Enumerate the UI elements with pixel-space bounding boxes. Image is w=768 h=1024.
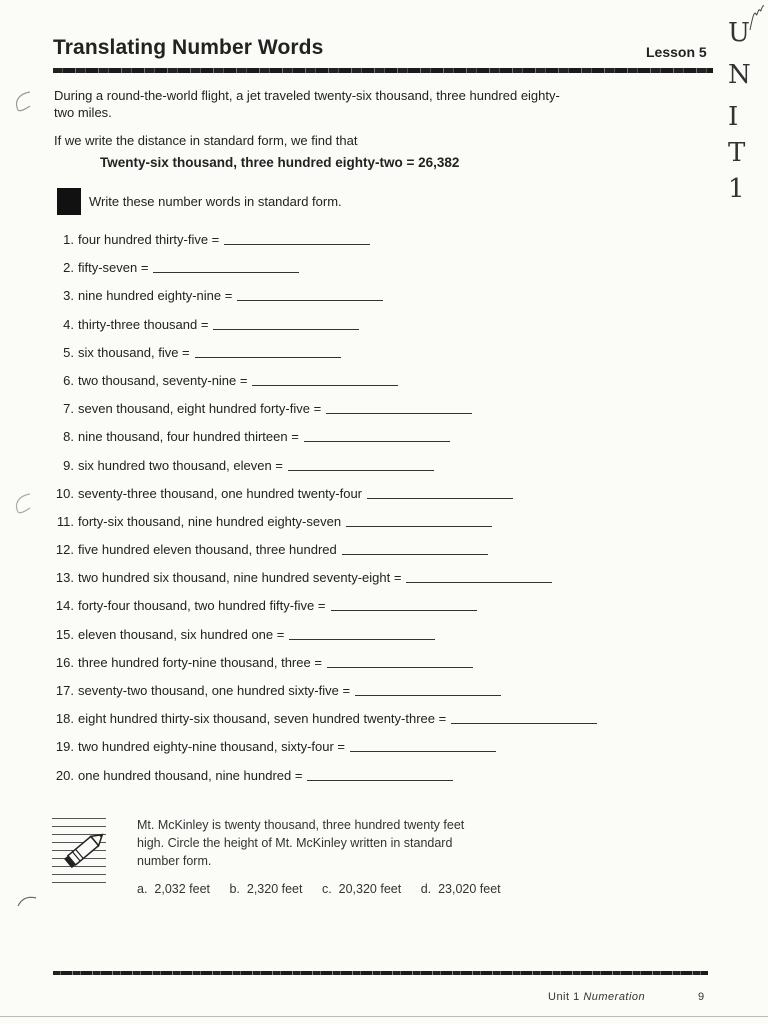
answer-blank[interactable] xyxy=(326,401,472,414)
choice-d[interactable] xyxy=(421,882,501,896)
exercise-text: seventy-three thousand, one hundred twenty-four xyxy=(78,485,363,501)
pencil-icon xyxy=(60,822,108,878)
exercise-number: 14. xyxy=(55,598,74,614)
margin-curl-icon xyxy=(10,88,34,118)
exercise-number: 4. xyxy=(63,316,74,332)
exercise-number: 6. xyxy=(63,372,74,388)
answer-blank[interactable] xyxy=(367,486,513,499)
answer-blank[interactable] xyxy=(288,458,434,471)
worked-example: Twenty-six thousand, three hundred eighty-two = 26,382 xyxy=(100,155,460,170)
instruction-text: Write these number words in standard form. xyxy=(89,194,342,209)
margin-curl-icon xyxy=(10,490,34,520)
side-letter: U xyxy=(728,18,750,48)
lesson-label: Lesson 5 xyxy=(646,44,707,60)
exercise-item xyxy=(52,429,597,457)
exercise-item xyxy=(52,260,597,288)
margin-curl-icon xyxy=(14,892,38,912)
exercise-number: 16. xyxy=(55,654,74,670)
exercise-item xyxy=(52,683,597,711)
exercise-item xyxy=(52,373,597,401)
choice-c[interactable] xyxy=(322,882,401,896)
exercise-number: 3. xyxy=(63,288,74,304)
exercise-item xyxy=(52,627,597,655)
side-letter: I xyxy=(728,102,739,132)
exercise-number: 17. xyxy=(55,683,74,698)
header-rule xyxy=(53,68,713,73)
choice-value: 2,032 feet xyxy=(154,882,210,896)
exercise-text: two hundred eighty-nine thousand, sixty-four = xyxy=(78,739,346,755)
mckinley-question: Mt. McKinley is twenty thousand, three hundred twenty feet high. Circle the height of Mt. McKinley written in standard number form. xyxy=(137,818,465,868)
choice-letter: c. xyxy=(321,882,332,896)
exercise-item xyxy=(52,739,597,767)
answer-blank[interactable] xyxy=(213,317,359,330)
side-letter: N xyxy=(728,60,751,90)
exercise-text: seven thousand, eight hundred forty-five = xyxy=(78,401,322,417)
intro-statement: If we write the distance in standard form, we find that xyxy=(54,133,358,148)
answer-blank[interactable] xyxy=(451,711,597,724)
exercise-text: six hundred two thousand, eleven = xyxy=(78,457,283,473)
exercise-text: nine hundred eighty-nine = xyxy=(78,288,233,304)
answer-blank[interactable] xyxy=(406,570,552,583)
exercise-item xyxy=(52,288,597,316)
choice-letter: d. xyxy=(420,882,432,896)
pencil-notepad-icon xyxy=(52,818,114,890)
exercise-text: fifty-seven = xyxy=(78,260,149,276)
exercise-text: seventy-two thousand, one hundred sixty-five = xyxy=(78,683,351,698)
choice-letter: b. xyxy=(229,882,240,896)
exercise-item xyxy=(52,486,597,514)
answer-blank[interactable] xyxy=(304,429,450,442)
answer-blank[interactable] xyxy=(346,514,492,527)
corner-scribble-icon xyxy=(748,0,768,40)
answer-blank[interactable] xyxy=(195,345,341,358)
exercise-text: two thousand, seventy-nine = xyxy=(78,372,248,388)
exercise-number: 1. xyxy=(63,232,74,247)
exercise-text: eight hundred thirty-six thousand, seven hundred twenty-three = xyxy=(78,711,447,727)
answer-blank[interactable] xyxy=(327,655,473,668)
choice-value: 23,020 feet xyxy=(438,882,501,896)
footer-unit xyxy=(548,991,645,1003)
exercise-number: 7. xyxy=(63,401,74,417)
answer-blank[interactable] xyxy=(331,598,477,611)
answer-choices xyxy=(137,882,517,896)
exercise-text: four hundred thirty-five = xyxy=(78,232,220,247)
side-letter: T xyxy=(728,138,746,168)
footer-rule xyxy=(53,971,708,975)
exercise-item xyxy=(52,542,597,570)
exercise-item xyxy=(52,711,597,739)
page-title: Translating Number Words xyxy=(53,36,324,59)
exercise-number: 18. xyxy=(55,711,74,727)
exercise-number: 15. xyxy=(55,626,74,642)
exercise-number: 13. xyxy=(55,570,74,586)
answer-blank[interactable] xyxy=(307,768,453,781)
exercise-item xyxy=(52,232,597,260)
footer-unit-label: Unit 1 xyxy=(548,991,580,1003)
answer-blank[interactable] xyxy=(342,542,488,555)
page-number: 9 xyxy=(698,991,705,1003)
exercise-text: thirty-three thousand = xyxy=(78,316,209,332)
exercise-text: six thousand, five = xyxy=(78,344,190,360)
answer-blank[interactable] xyxy=(355,683,501,696)
choice-value: 2,320 feet xyxy=(246,882,303,896)
exercise-text: two hundred six thousand, nine hundred seventy-eight = xyxy=(78,570,402,586)
exercise-text: five hundred eleven thousand, three hundred xyxy=(78,542,337,558)
exercise-text: eleven thousand, six hundred one = xyxy=(78,626,285,642)
scan-edge xyxy=(0,1016,768,1017)
exercise-number: 9. xyxy=(63,457,74,473)
exercise-text: three hundred forty-nine thousand, three = xyxy=(78,654,322,670)
exercise-item xyxy=(52,458,597,486)
exercise-number: 19. xyxy=(55,739,74,755)
exercise-item xyxy=(52,514,597,542)
instruction-square-icon xyxy=(57,188,81,215)
exercise-number: 5. xyxy=(63,344,74,360)
exercise-text: forty-six thousand, nine hundred eighty-seven xyxy=(78,513,342,529)
intro-paragraph: During a round-the-world flight, a jet traveled twenty-six thousand, three hundred eighty-two miles. xyxy=(54,88,560,120)
exercise-list xyxy=(52,232,597,796)
exercise-number: 2. xyxy=(63,260,74,276)
answer-blank[interactable] xyxy=(252,373,398,386)
exercise-number: 11. xyxy=(56,513,74,529)
exercise-number: 8. xyxy=(63,429,74,445)
choice-a[interactable] xyxy=(137,882,210,896)
exercise-number: 12. xyxy=(55,542,74,558)
exercise-item xyxy=(52,345,597,373)
exercise-text: one hundred thousand, nine hundred = xyxy=(78,767,303,783)
answer-blank[interactable] xyxy=(153,260,299,273)
choice-letter: a. xyxy=(137,882,148,896)
exercise-item xyxy=(52,570,597,598)
exercise-item xyxy=(52,768,597,796)
side-letter: 1 xyxy=(728,174,745,204)
exercise-text: forty-four thousand, two hundred fifty-five = xyxy=(78,598,326,614)
footer-section: Numeration xyxy=(583,991,646,1003)
exercise-number: 20. xyxy=(55,767,74,783)
choice-value: 20,320 feet xyxy=(338,882,402,896)
answer-blank[interactable] xyxy=(237,288,383,301)
choice-b[interactable] xyxy=(229,882,302,896)
exercise-item xyxy=(52,655,597,683)
exercise-text: nine thousand, four hundred thirteen = xyxy=(78,429,299,445)
answer-blank[interactable] xyxy=(224,232,370,245)
exercise-item xyxy=(52,598,597,626)
exercise-number: 10. xyxy=(55,485,74,501)
answer-blank[interactable] xyxy=(289,627,435,640)
answer-blank[interactable] xyxy=(350,739,496,752)
exercise-item xyxy=(52,401,597,429)
exercise-item xyxy=(52,317,597,345)
